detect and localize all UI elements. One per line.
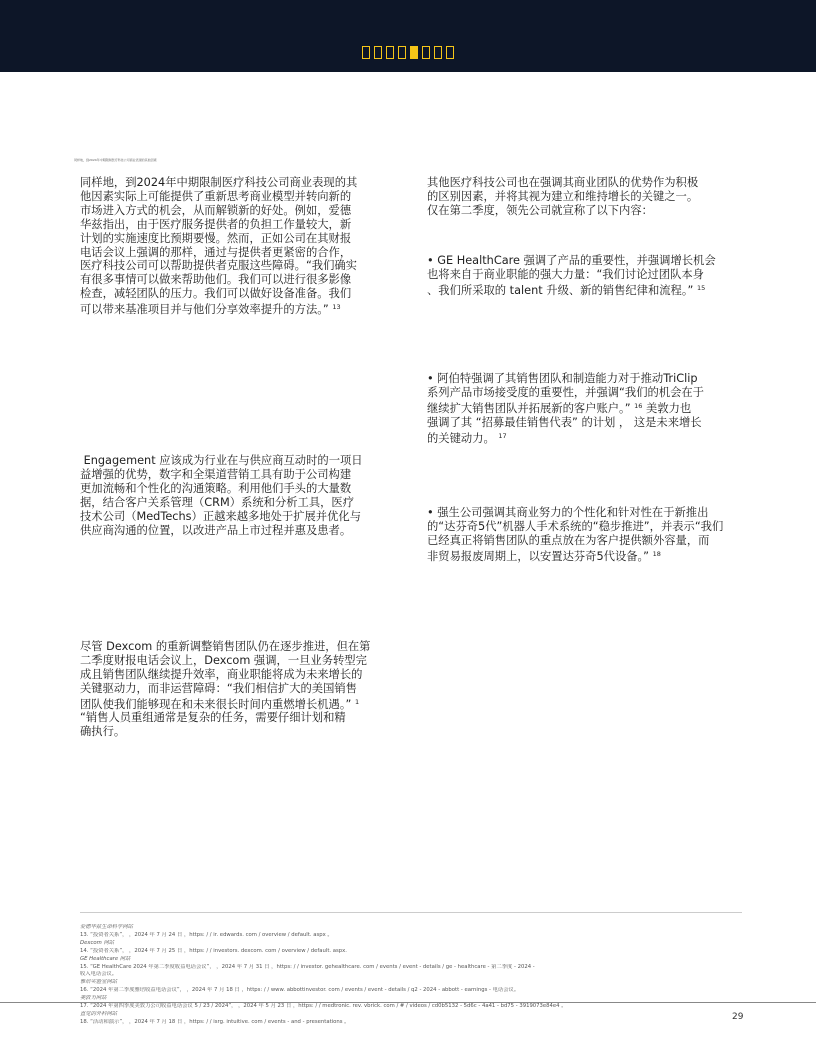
title-glyph-2 <box>386 46 394 59</box>
title-glyph-6 <box>434 46 442 59</box>
bullet-abbott <box>427 372 747 446</box>
left-paragraph-3 <box>80 640 400 712</box>
header-title-glyphs <box>0 46 816 66</box>
footnote-entry: 14. “投资者关系”， ，2024 年 7 月 25 日 ，https: / / investors. dexcom. com / overview / default. aspx. <box>80 947 347 954</box>
left-paragraph-2 <box>80 454 400 537</box>
page-number: 29 <box>732 1012 744 1022</box>
footnote-entry: 13. “投资者关系”， ，2024 年 7 月 24 日 ，https: / / ir. edwards. com / overview / default. aspx 。 <box>80 931 333 938</box>
footnote-source: Dexcom 网站 <box>80 939 115 946</box>
footnote-ref-15: 15 <box>696 283 706 292</box>
footnote-entry: 16. “2024 年第二季度雅培收益电话会议”， ，2024 年 7 月 18 日 ，https: / / www. abbottinvestor. com / events / event - details / q2 - 2024 - abbott - earnings - 电话会议。 <box>80 987 520 994</box>
title-glyph-3 <box>398 46 406 59</box>
left-paragraph-3-text: 尽管 Dexcom 的重新调整销售团队仍在逐步推进，但在第 二季度财报电话会议上，Dexcom 强调，一旦业务转型完 成且销售团队继续提升效率，商业职能将成为未来增长的 关键驱动力，而非运营障碍：“我们相信扩大的美国销售 团队使我们能够现在和未来很长时间内重燃增长机遇。” <box>80 640 371 711</box>
footnote-ref-18: 18 <box>652 549 661 558</box>
footnote-entry: 17. “2024 年第四季度美敦力公司收益电话会议 5 / 23 / 2024”， ，2024 年 5 月 23 日 ，https: / / medtronic. rev. vbrick. com / # / videos / cd0b5132 - 5d6c - 4a41 - bd75 - 3919073e84e4 。 <box>80 1003 567 1010</box>
right-intro-text: 其他医疗科技公司也在强调其商业团队的优势作为积极 的区别因素，并将其视为建立和维持增长的关键之一。 仅在第二季度，领先公司就宣称了以下内容： <box>427 176 699 217</box>
right-intro-paragraph <box>427 176 747 218</box>
bullet-intuitive <box>427 506 747 564</box>
header-band <box>0 0 816 72</box>
title-glyph-4 <box>410 46 418 59</box>
section-caption: 同样地，到2024年中期限制医疗科技公司商业表现的其他因素 <box>74 158 157 162</box>
footnote-source: 爱德华兹生命科学网站 <box>80 924 133 930</box>
footnote-source: 美敦力网站 <box>80 995 107 1002</box>
bullet-intuitive-text: • 强生公司强调其商业努力的个性化和针对性在于新推出 的“达芬奇5代”机器人手术系统的“稳步推进”，并表示“我们 已经真正将销售团队的重点放在为客户提供额外容量，而 非贸易报废周期上，以安置达芬奇5代设备。” <box>427 506 724 563</box>
footnote-divider <box>80 912 742 913</box>
footnote-ref-16: 16 <box>634 401 643 410</box>
bullet-ge-healthcare <box>427 254 747 298</box>
footnote-source: 雅培实验室网站 <box>80 979 118 986</box>
overlay-rule-line <box>0 1002 816 1003</box>
title-glyph-7 <box>446 46 454 59</box>
footnotes <box>80 924 720 1027</box>
title-glyph-1 <box>374 46 382 59</box>
bullet-abbott-text: • 阿伯特强调了其销售团队和制造能力对于推动TriClip 系列产品市场接受度的重要性，并强调“我们的机会在于 继续扩大销售团队并拓展新的客户账户。” <box>427 372 704 415</box>
footnote-source: 直觉的外科网站 <box>80 1010 118 1017</box>
left-paragraph-3-overlap-text: “销售人员重组通常是复杂的任务，需要仔细计划和精 确执行。 <box>80 711 346 738</box>
left-paragraph-2-text: Engagement 应该成为行业在与供应商互动时的一项日 益增强的优势，数字和全渠道营销工具有助于公司构建 更加流畅和个性化的沟通策略。利用他们手头的大量数 据，结合客户关系管理（CRM）系统和分析工具，医疗 技术公司（MedTechs）正越来越多地处于扩展并优化与 供应商沟通的位置，以改进产品上市过程并惠及患者。 <box>80 454 363 537</box>
left-paragraph-1 <box>80 176 400 317</box>
footnote-entry: 15. “GE HealthCare 2024 年第二季度收益电话会议”， ，2024 年 7 月 31 日 ，https: / / investor. gehealthcare. com / events / event - details / ge - healthcare - 第二季度 - 2024 - <box>80 963 535 970</box>
footnote-source: GE Healthcare 网站 <box>80 955 131 962</box>
left-paragraph-1-text: 同样地，到2024年中期限制医疗科技公司商业表现的其 他因素实际上可能提供了重新思考商业模型并转向新的 市场进入方式的机会，从而解锁新的好处。例如，爱德 华兹指出，由于医疗服务提供者的负担工作量较大，新 计划的实施速度比预期要慢。然而，正如公司在其财报 电话会议上强调的那样，通过与提供者更紧密的合作， 医疗科技公司可以帮助提供者克服这些障碍。“我们确实 有很多事情可以做来帮助他们。我们可以进行很多影像 检查，减轻团队的压力。我们可以做好设备准备。我们 可以带来基准项目并与他们分享效率提升的方法。” <box>80 176 358 317</box>
bullet-ge-text: • GE HealthCare 强调了产品的重要性，并强调增长机会 也将来自于商业职能的强大力量：“我们讨论过团队本身 、我们所采取的 talent 升级、新的销售纪律和流程。” <box>427 254 716 297</box>
left-paragraph-3-overlap <box>80 711 400 739</box>
bullet-medtronic-text: 美敦力也 强调了其 “招募最佳销售代表” 的计划 ， 这是未来增长 的关键动力。 <box>427 401 702 445</box>
footnote-ref-14: 1 <box>354 697 360 706</box>
footnote-entry: 18. “活动和演示”， ，2024 年 7 月 18 日 ，https: / / isrg. intuitive. com / events - and - presentations 。 <box>80 1018 350 1025</box>
footnote-ref-13: 13 <box>332 303 341 312</box>
footnote-entry: 收入电话会议。 <box>80 971 118 978</box>
title-glyph-5 <box>422 46 430 59</box>
footnote-ref-17: 17 <box>498 431 507 440</box>
title-glyph-0 <box>362 46 370 59</box>
